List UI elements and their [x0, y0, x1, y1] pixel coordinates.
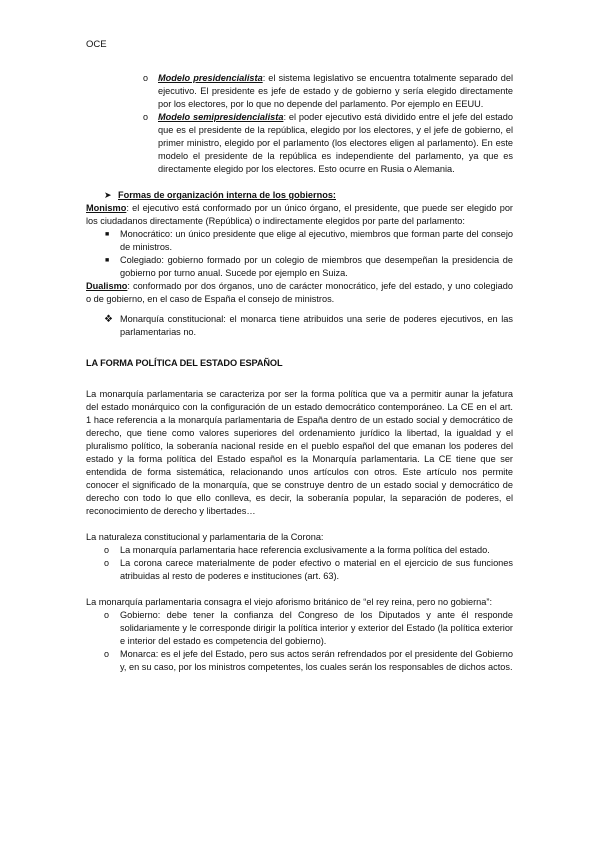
- circle-bullet-icon: o: [104, 545, 110, 555]
- arrow-bullet-icon: ➤: [104, 190, 112, 200]
- list-item-gobierno: [86, 609, 513, 648]
- term-semipresidencialista: Modelo semipresidencialista: [158, 112, 284, 122]
- circle-bullet-icon: o: [104, 558, 110, 568]
- monismo-term: Monismo: [86, 203, 127, 213]
- list-item-naturaleza-1: [86, 544, 513, 557]
- circle-bullet-icon: o: [143, 73, 149, 83]
- term-presidencialista: Modelo presidencialista: [158, 73, 263, 83]
- dualismo-term: Dualismo: [86, 281, 128, 291]
- monarca-text: Monarca: es el jefe del Estado, pero sus actos serán refrendados por el presidente del Gobierno y, en su caso, por los ministros competentes, los cuales serán los responsables de dichos actos.: [120, 649, 513, 672]
- naturaleza-paragraph: La naturaleza constitucional y parlamentaria de la Corona:: [86, 532, 324, 542]
- circle-bullet-icon: o: [104, 610, 110, 620]
- list-item-presidencialista: [86, 72, 513, 111]
- list-item-semipresidencialista: [86, 111, 513, 176]
- diamond-bullet-icon: ❖: [104, 314, 113, 325]
- monocratico-text: Monocrático: un único presidente que elige al ejecutivo, miembros que forman parte del consejo de ministros.: [120, 229, 513, 252]
- monismo-paragraph: [86, 202, 513, 228]
- circle-bullet-icon: o: [143, 112, 149, 122]
- naturaleza-item-text: La corona carece materialmente de poder efectivo o material en el ejercicio de sus funciones atribuidas al resto de poderes e instituciones (art. 63).: [120, 558, 513, 581]
- section-title: LA FORMA POLÍTICA DEL ESTADO ESPAÑOL: [86, 358, 283, 368]
- text-semipresidencialista: : el poder ejecutivo está dividido entre el jefe del estado que es el presidente de la república, elegido por los electores, y el jefe de gobierno, el primer ministro, elegido por el parlamento (los electores eligen al parlamento). En este modelo el presidente de la república es independiente del parlamento, ya que es directamente elegido por los electores. Esto ocurre en Rusia o Alemania.: [158, 112, 513, 174]
- list-item-naturaleza-2: [86, 557, 513, 583]
- forms-heading-text: Formas de organización interna de los gobiernos:: [118, 190, 336, 200]
- monismo-text: : el ejecutivo está conformado por un único órgano, el presidente, que puede ser elegido por los ciudadanos directamente (República) o indirectamente elegidos por parte del parlamento:: [86, 203, 513, 226]
- list-item-monarca: [86, 648, 513, 674]
- naturaleza-item-text: La monarquía parlamentaria hace referencia exclusivamente a la forma política del estado.: [120, 545, 490, 555]
- list-item-monocratico: [86, 228, 513, 254]
- square-bullet-icon: ■: [105, 257, 110, 264]
- colegiado-text: Colegiado: gobierno formado por un colegio de miembros que desempeñan la presidencia de gobierno por turno anual. Sucede por ejemplo en Suiza.: [120, 255, 513, 278]
- dualismo-text: : conformado por dos órganos, uno de carácter monocrático, jefe del estado, y uno colegiado o de gobierno, en el caso de España el consejo de ministros.: [86, 281, 513, 304]
- page-header: OCE: [86, 39, 107, 50]
- text-presidencialista: : el sistema legislativo se encuentra totalmente separado del ejecutivo. El presidente es jefe de estado y de gobierno y sería elegido directamente por los electores, por lo que no depende del parlamento. Por ejemplo en EEUU.: [158, 73, 514, 109]
- circle-bullet-icon: o: [104, 649, 110, 659]
- gobierno-text: Gobierno: debe tener la confianza del Congreso de los Diputados y ante él responde solidariamente y le corresponde dirigir la política interior y exterior del Estado (la política exterior e interior del estado es competencia del gobierno).: [120, 610, 513, 646]
- list-item-colegiado: [86, 254, 513, 280]
- monarquia-text: Monarquía constitucional: el monarca tiene atribuidos una serie de poderes ejecutivos, en las parlamentarias no.: [120, 314, 513, 337]
- intro-paragraph: La monarquía parlamentaria se caracteriza por ser la forma política que va a permitir aunar la jefatura del estado monárquico con la configuración de un estado democrático contemporáneo. La CE en el art. 1 hace referencia a la monarquía parlamentaria de España dentro de un estado social y democrático de derecho, que tiene como valores superiores del ordenamiento jurídico la libertad, la igualdad y el pluralismo político, la soberanía nacional reside en el pueblo español del que emanan los poderes del estado y la forma política del Estado español es la Monarquía parlamentaria. La CE tiene que ser entendida de forma sistemática, relacionando unos artículos con otros. Este artículo nos permite conocer el significado de la monarquía, que se construye dentro de un estado social y democrático de derecho con todo lo que ello conlleva, es decir, la soberanía popular, la separación de poderes, el reconocimiento de derecho y libertades…: [86, 389, 513, 516]
- aforismo-paragraph: La monarquía parlamentaria consagra el viejo aforismo británico de “el rey reina, pero no gobierna”:: [86, 597, 493, 607]
- list-item-monarquia: [86, 313, 513, 339]
- square-bullet-icon: ■: [105, 231, 110, 238]
- forms-heading: [86, 189, 513, 202]
- dualismo-paragraph: [86, 280, 513, 306]
